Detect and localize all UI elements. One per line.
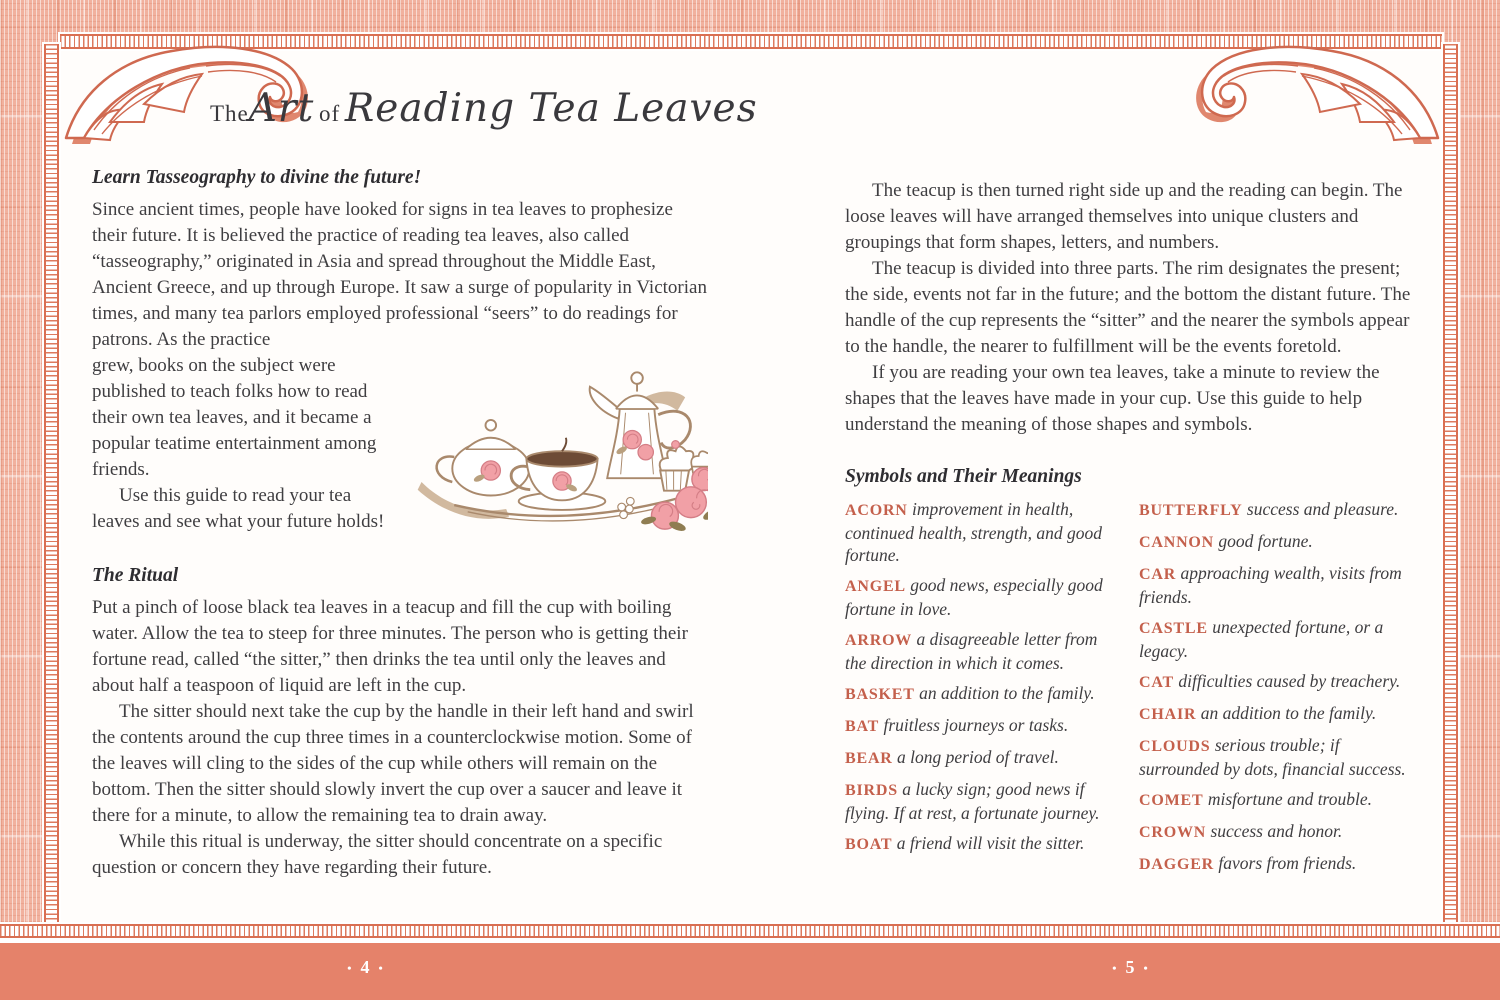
symbols-list [845, 498, 1423, 884]
symbol-entry-basket: BASKET an addition to the family. [845, 683, 1095, 703]
symbol-entry-chair: CHAIR an addition to the family. [1139, 703, 1377, 723]
symbol-entry-crown: CROWN success and honor. [1139, 821, 1343, 841]
symbol-entry-cannon: CANNON good fortune. [1139, 531, 1313, 551]
symbols-column-1 [845, 498, 1117, 884]
acanthus-flourish-right-icon [1178, 26, 1446, 148]
tea-set-illustration [416, 355, 708, 533]
symbol-entry-clouds: CLOUDS serious trouble; if surrounded by dots, financial success. [1139, 735, 1406, 779]
symbol-entry-acorn: ACORN improvement in health, continued health, strength, and good fortune. [845, 499, 1102, 565]
page-number-left-value: 4 [360, 957, 370, 977]
left-page [92, 86, 758, 881]
symbol-entry-cat: CAT difficulties caused by treachery. [1139, 671, 1401, 691]
intro-paragraph-1: Since ancient times, people have looked for signs in tea leaves to prophesize their future. It is believed the practice of reading tea leaves, also called “tasseography,” originated in Asia and spread throughout the Middle East, Ancient Greece, and up through Europe. It saw a surge of popularity in Victorian times, and many tea parlors employed professional “seers” to do readings for patrons. As the practice [92, 199, 707, 350]
symbol-entry-dagger: DAGGER favors from friends. [1139, 853, 1357, 873]
reading-paragraph-2: The teacup is divided into three parts. The rim designates the present; the side, events not far in the future; and the bottom the distant future. The handle of the cup represents the “sitter” and the nearer the symbols appear to the handle, the nearer to fulfillment will be the events foretold. [845, 258, 1411, 357]
symbol-entry-boat: BOAT a friend will visit the sitter. [845, 833, 1085, 853]
reading-paragraph-1: The teacup is then turned right side up and the reading can begin. The loose leaves will have arranged themselves into unique clusters and groupings that form shapes, letters, and numbers. [845, 180, 1403, 253]
symbol-entry-castle: CASTLE unexpected fortune, or a legacy. [1139, 617, 1384, 661]
footer-band [0, 943, 1500, 1000]
intro-paragraph-2: Use this guide to read your tea leaves and see what your future holds! [92, 485, 385, 532]
title-art: Art [248, 86, 315, 131]
title-of: of [319, 101, 341, 126]
frame-border-right [1443, 44, 1458, 924]
page-number-dot: • [378, 960, 383, 975]
page-number-dot: • [347, 960, 352, 975]
symbol-entry-bear: BEAR a long period of travel. [845, 747, 1059, 767]
right-page [845, 178, 1423, 884]
ritual-paragraph-1: Put a pinch of loose black tea leaves in a teacup and fill the cup with boiling water. Allow the tea to steep for three minutes. The person who is getting their fortune read, called “the sitter,” then drinks the tea until only the leaves and about half a teaspoon of liquid are left in the cup. [92, 597, 688, 696]
page-number-left [347, 957, 382, 978]
symbol-entry-car: CAR approaching wealth, visits from friends. [1139, 563, 1402, 607]
page-number-dot: • [1143, 960, 1148, 975]
symbol-entry-angel: ANGEL good news, especially good fortune in love. [845, 575, 1103, 619]
ritual-paragraph-3: While this ritual is underway, the sitter should concentrate on a specific question or concern they have regarding their future. [92, 831, 663, 878]
intro-wrap-block [92, 353, 708, 535]
ritual-heading: The Ritual [92, 565, 179, 586]
title-reading-tea-leaves: Reading Tea Leaves [344, 86, 758, 131]
intro-paragraph-1-continued: grew, books on the subject were published to teach folks how to read their own tea leaves, and it became a popular teatime entertainment among friends. [92, 355, 377, 480]
symbol-entry-birds: BIRDS a lucky sign; good news if flying. If at rest, a fortunate journey. [845, 779, 1100, 823]
symbols-column-2 [1139, 498, 1423, 884]
page-title [92, 86, 758, 131]
page-number-right-value: 5 [1125, 957, 1135, 977]
reading-paragraph-3: If you are reading your own tea leaves, take a minute to review the shapes that the leaves have made in your cup. Use this guide to help understand the meaning of those shapes and symbols. [845, 362, 1380, 435]
footer-ribbon-border [0, 924, 1500, 938]
intro-heading: Learn Tasseography to divine the future! [92, 167, 422, 188]
frame-border-left [44, 44, 59, 924]
symbol-entry-arrow: ARROW a disagreeable letter from the direction in which it comes. [845, 629, 1098, 673]
symbol-entry-comet: COMET misfortune and trouble. [1139, 789, 1372, 809]
title-the: The [210, 101, 249, 126]
ritual-paragraph-2: The sitter should next take the cup by the handle in their left hand and swirl the contents around the cup three times in a counterclockwise motion. Some of the leaves will cling to the sides of the cup while others will remain on the bottom. Then the sitter should slowly invert the cup over a saucer and leave it there for a minute, to allow the remaining tea to drain away. [92, 701, 694, 826]
symbols-heading: Symbols and Their Meanings [845, 466, 1082, 487]
page-number-dot: • [1112, 960, 1117, 975]
page-number-right [1112, 957, 1147, 978]
symbol-entry-bat: BAT fruitless journeys or tasks. [845, 715, 1069, 735]
symbol-entry-butterfly: BUTTERFLY success and pleasure. [1139, 499, 1399, 519]
